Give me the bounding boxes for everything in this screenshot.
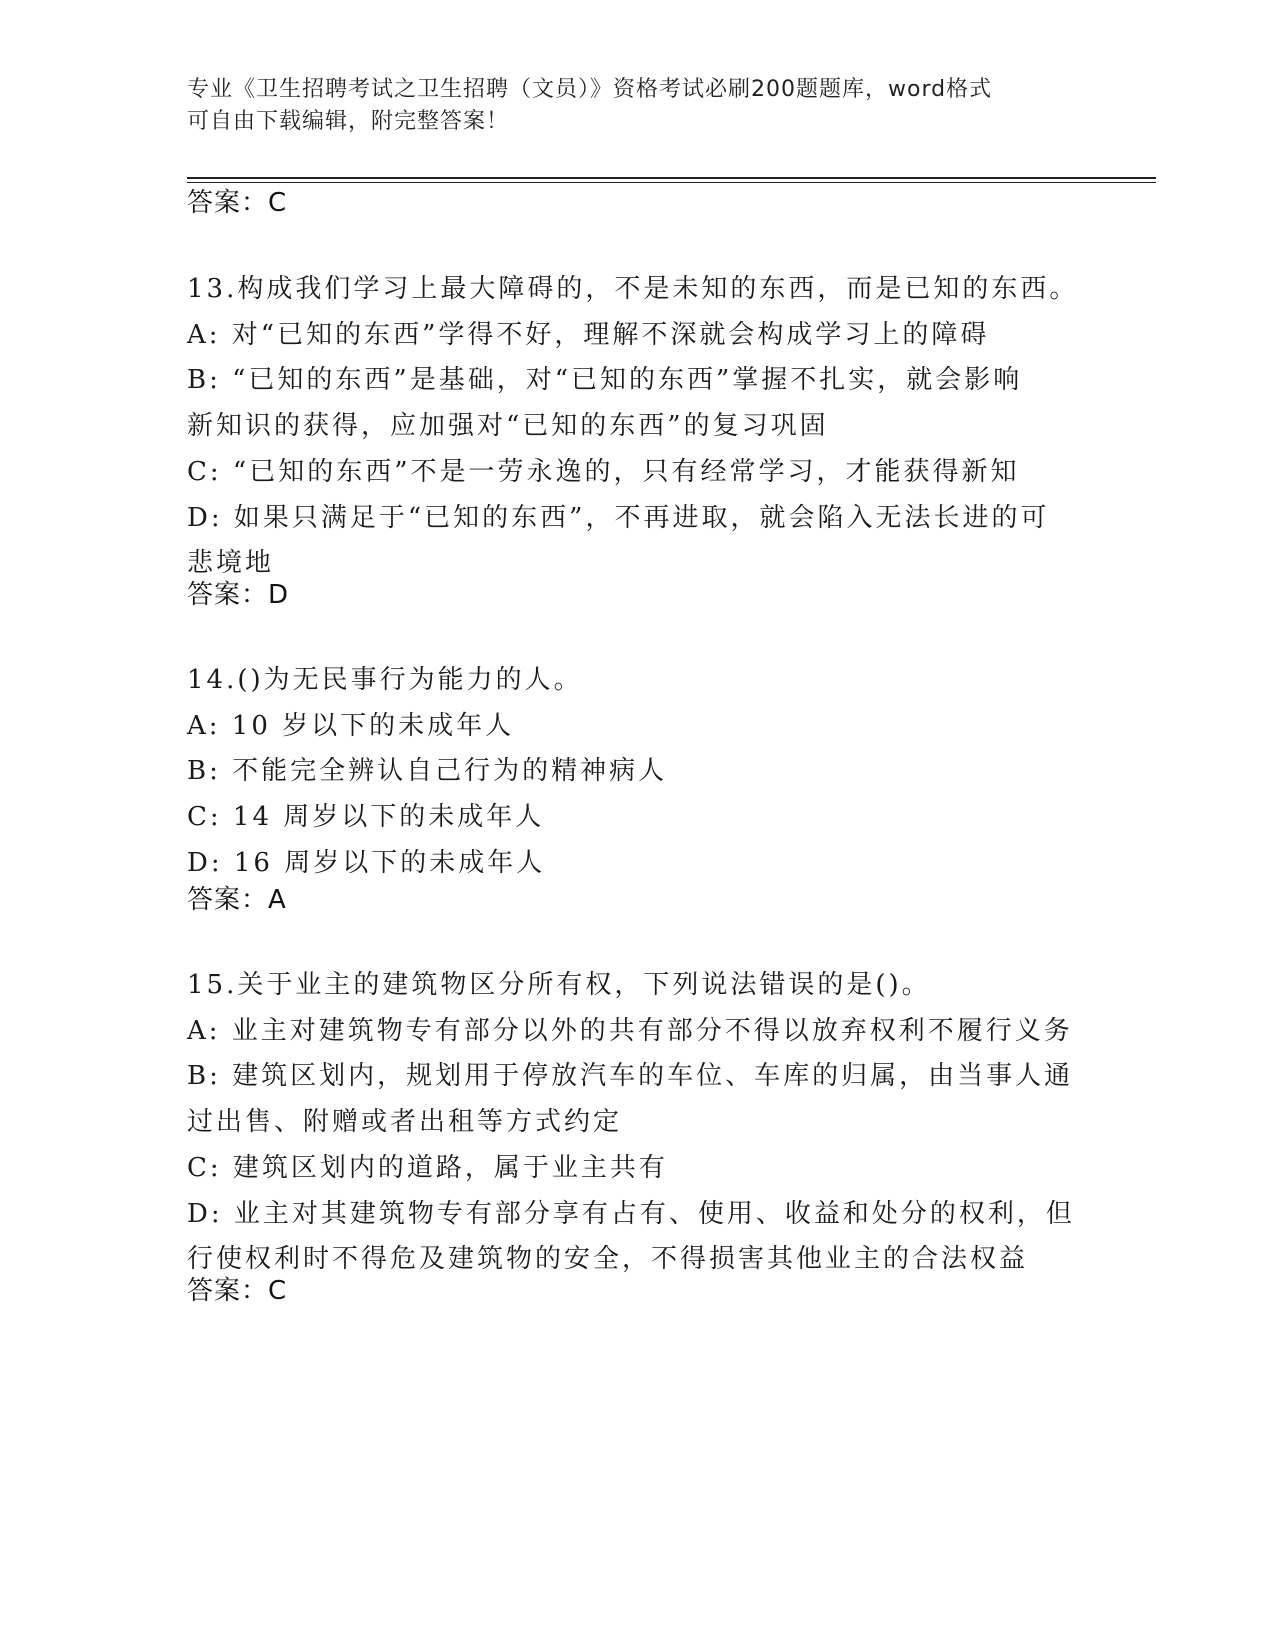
answer-13: 答案：D [187, 580, 290, 610]
question-14-option-a: A: 10 岁以下的未成年人 [187, 710, 515, 741]
header-line-2: 可自由下载编辑，附完整答案！ [187, 109, 510, 134]
question-13 [187, 267, 1087, 587]
question-13-stem: 13.构成我们学习上最大障碍的，不是未知的东西，而是已知的东西。 [187, 274, 1079, 304]
question-15-option-d-line2: 行使权利时不得危及建筑物的安全，不得损害其他业主的合法权益 [187, 1244, 1029, 1275]
question-14-stem: 14.()为无民事行为能力的人。 [187, 665, 583, 695]
document-header [187, 74, 1067, 138]
question-15-option-b-line2: 过出售、附赠或者出租等方式约定 [187, 1107, 623, 1138]
question-13-option-d-line2: 悲境地 [187, 548, 275, 579]
answer-15: 答案：C [187, 1276, 288, 1306]
question-14-option-c: C: 14 周岁以下的未成年人 [187, 802, 545, 833]
header-line-1: 专业《卫生招聘考试之卫生招聘（文员）》资格考试必刷200题题库，word格式 [187, 77, 993, 102]
question-14-option-d: D: 16 周岁以下的未成年人 [187, 847, 546, 878]
question-15-option-a: A: 业主对建筑物专有部分以外的共有部分不得以放弃权利不履行义务 [187, 1015, 1073, 1046]
question-13-option-d-line1: D: 如果只满足于“已知的东西”，不再进取，就会陷入无法长进的可 [187, 502, 1050, 533]
answer-12: 答案：C [187, 188, 288, 218]
question-15-option-d-line1: D: 业主对其建筑物专有部分享有占有、使用、收益和处分的权利，但 [187, 1198, 1075, 1229]
question-14 [187, 658, 1087, 887]
question-15-stem: 15.关于业主的建筑物区分所有权，下列说法错误的是()。 [187, 970, 931, 1000]
answer-14: 答案：A [187, 885, 287, 915]
question-13-option-a: A: 对“已知的东西”学得不好，理解不深就会构成学习上的障碍 [187, 319, 990, 350]
question-13-option-c: C: “已知的东西”不是一劳永逸的，只有经常学习，才能获得新知 [187, 456, 1020, 487]
question-15-option-c: C: 建筑区划内的道路，属于业主共有 [187, 1152, 668, 1183]
question-13-option-b-line1: B: “已知的东西”是基础，对“已知的东西”掌握不扎实，就会影响 [187, 365, 1023, 396]
header-divider-thick [187, 177, 1156, 179]
question-15 [187, 963, 1087, 1283]
question-14-option-b: B: 不能完全辨认自己行为的精神病人 [187, 756, 668, 787]
question-15-option-b-line1: B: 建筑区划内，规划用于停放汽车的车位、车库的归属，由当事人通 [187, 1061, 1074, 1092]
header-divider-thin [187, 182, 1156, 183]
question-13-option-b-line2: 新知识的获得，应加强对“已知的东西”的复习巩固 [187, 411, 829, 442]
